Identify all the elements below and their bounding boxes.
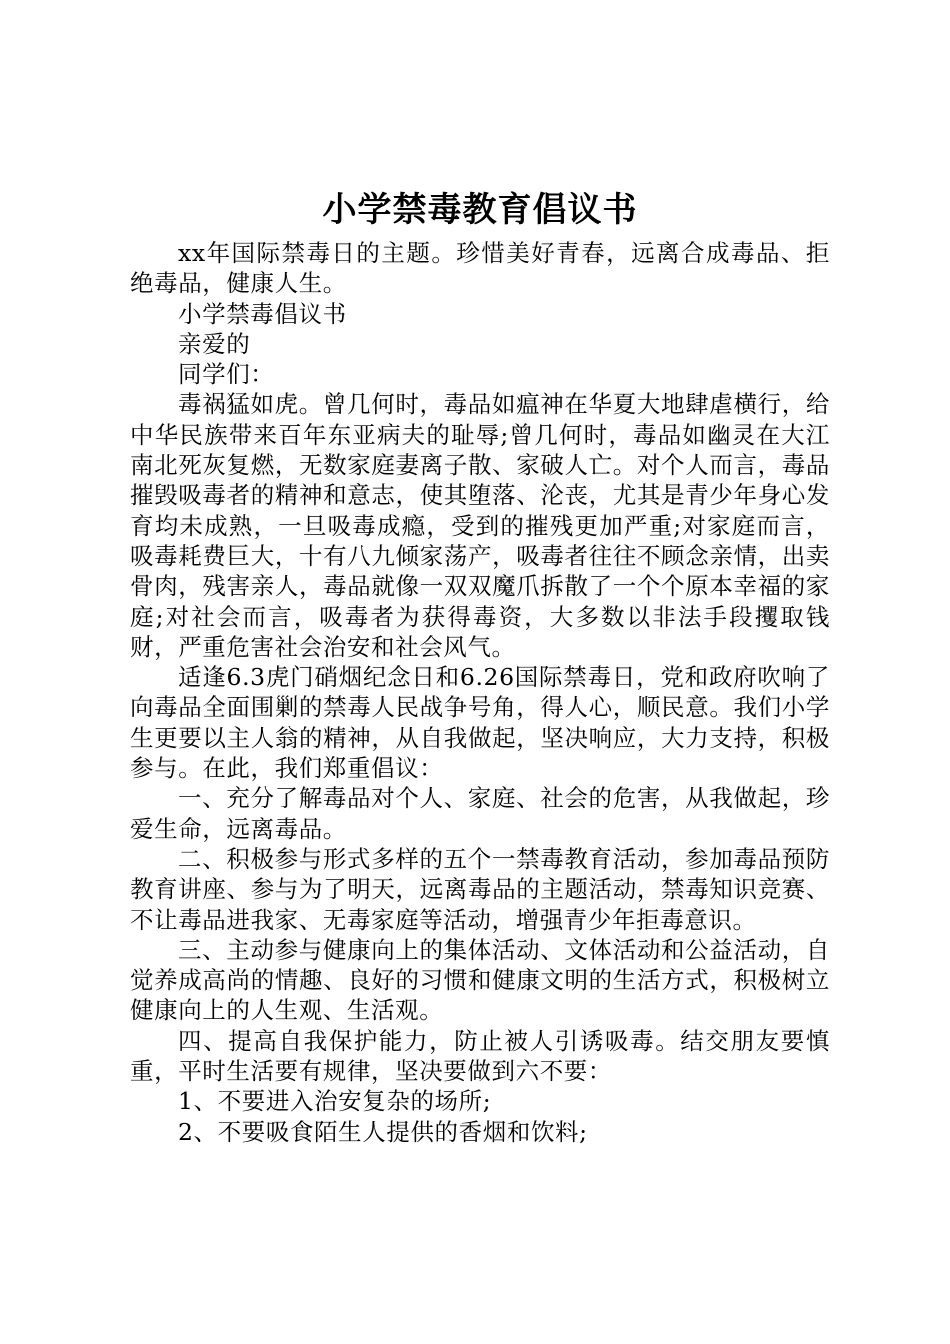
paragraph-salutation-2: 同学们： <box>178 360 275 389</box>
paragraph-proposal-4: 四、提高自我保护能力，防止被人引诱吸毒。结交朋友要慎重，平时生活要有规律，坚决要做到六不要： <box>130 1026 830 1086</box>
paragraph-subtitle: 小学禁毒倡议书 <box>178 299 347 328</box>
document-page <box>130 185 830 1147</box>
paragraph-proposal-2: 二、积极参与形式多样的五个一禁毒教育活动，参加毒品预防教育讲座、参与为了明天，远离毒品的主题活动，禁毒知识竞赛、不让毒品进我家、无毒家庭等活动，增强青少年拒毒意识。 <box>130 844 830 934</box>
list-item-2: 2、不要吸食陌生人提供的香烟和饮料; <box>178 1117 588 1146</box>
paragraph-harm: 毒祸猛如虎。曾几何时，毒品如瘟神在华夏大地肆虐横行，给中华民族带来百年东亚病夫的耻辱;曾几何时，毒品如幽灵在大江南北死灰复燃，无数家庭妻离子散、家破人亡。对个人而言，毒品摧毁吸毒者的精神和意志，使其堕落、沦丧，尤其是青少年身心发育均未成熟，一旦吸毒成瘾，受到的摧残更加严重;对家庭而言，吸毒耗费巨大，十有八九倾家荡产，吸毒者往往不顾念亲情，出卖骨肉，残害亲人，毒品就像一双双魔爪拆散了一个个原本幸福的家庭;对社会而言，吸毒者为获得毒资，大多数以非法手段攫取钱财，严重危害社会治安和社会风气。 <box>130 390 830 661</box>
paragraph-theme: xx年国际禁毒日的主题。珍惜美好青春，远离合成毒品、拒绝毒品，健康人生。 <box>130 239 830 298</box>
paragraph-salutation-1: 亲爱的 <box>178 329 251 358</box>
paragraph-proposal-1: 一、充分了解毒品对个人、家庭、社会的危害，从我做起，珍爱生命，远离毒品。 <box>130 784 830 843</box>
paragraph-proposal-3: 三、主动参与健康向上的集体活动、文体活动和公益活动，自觉养成高尚的情趣、良好的习惯和健康文明的生活方式，积极树立健康向上的人生观、生活观。 <box>130 935 830 1025</box>
list-item-1: 1、不要进入治安复杂的场所; <box>178 1087 492 1116</box>
document-title: 小学禁毒教育倡议书 <box>322 190 638 230</box>
paragraph-occasion: 适逢6.3虎门硝烟纪念日和6.26国际禁毒日，党和政府吹响了向毒品全面围剿的禁毒人民战争号角，得人心，顺民意。我们小学生更要以主人翁的精神，从自我做起，坚决响应，大力支持，积极参与。在此，我们郑重倡议： <box>130 663 830 783</box>
